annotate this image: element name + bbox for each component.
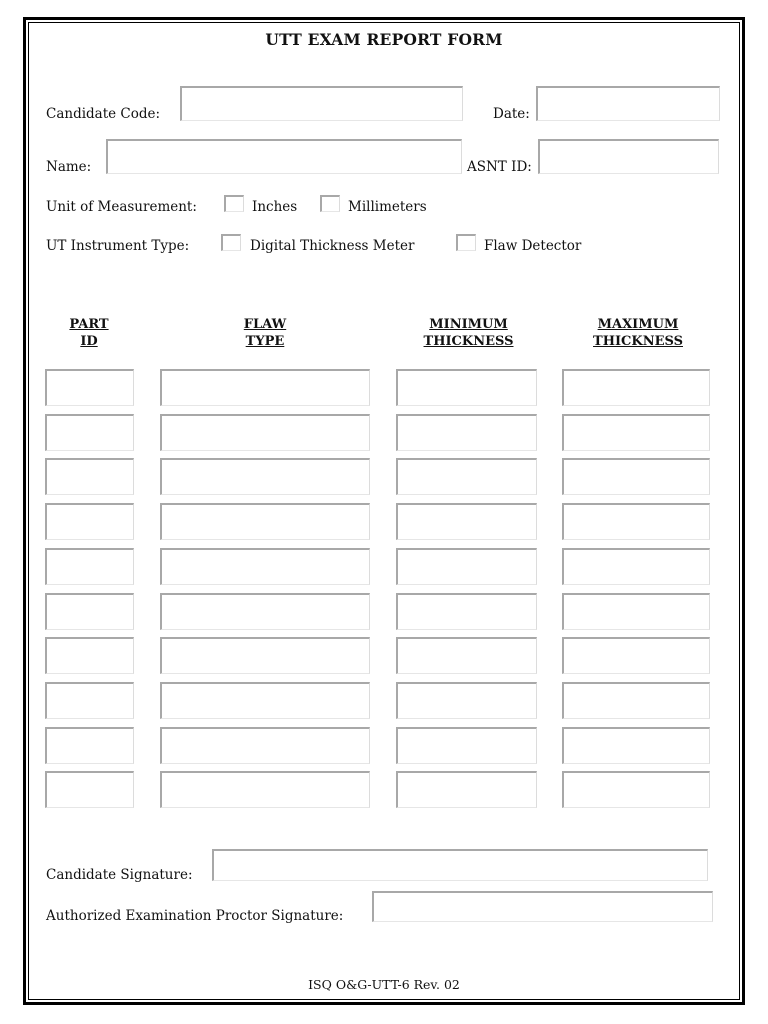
candidate-signature-field[interactable]	[212, 849, 708, 881]
maximum-thickness-cell[interactable]	[562, 548, 710, 585]
flaw-detector-checkbox[interactable]	[456, 234, 476, 251]
date-label: Date:	[493, 106, 530, 122]
minimum-thickness-cell[interactable]	[396, 727, 537, 764]
asnt-id-field[interactable]	[538, 139, 719, 174]
maximum-thickness-cell[interactable]	[562, 771, 710, 808]
maximum-thickness-cell[interactable]	[562, 458, 710, 495]
flaw-type-cell[interactable]	[160, 503, 370, 540]
inches-label: Inches	[252, 199, 298, 215]
flaw-type-cell[interactable]	[160, 727, 370, 764]
flaw-type-cell[interactable]	[160, 771, 370, 808]
minimum-thickness-cell[interactable]	[396, 414, 537, 451]
name-label: Name:	[46, 159, 92, 175]
flaw-detector-label: Flaw Detector	[484, 238, 582, 254]
maximum-thickness-cell[interactable]	[562, 637, 710, 674]
column-header-minimum-thickness: MINIMUM THICKNESS	[423, 317, 514, 349]
unit-of-measurement-label: Unit of Measurement:	[46, 199, 197, 215]
digital-thickness-meter-checkbox[interactable]	[221, 234, 241, 251]
ut-instrument-type-label: UT Instrument Type:	[46, 238, 190, 254]
flaw-type-cell[interactable]	[160, 593, 370, 630]
millimeters-label: Millimeters	[348, 199, 427, 215]
column-header-flaw-type: FLAW TYPE	[243, 317, 287, 349]
maximum-thickness-cell[interactable]	[562, 727, 710, 764]
column-header-part-id: PART ID	[69, 317, 109, 349]
flaw-type-cell[interactable]	[160, 637, 370, 674]
name-field[interactable]	[106, 139, 462, 174]
part-id-cell[interactable]	[45, 593, 134, 630]
minimum-thickness-cell[interactable]	[396, 503, 537, 540]
maximum-thickness-cell[interactable]	[562, 682, 710, 719]
minimum-thickness-cell[interactable]	[396, 637, 537, 674]
minimum-thickness-cell[interactable]	[396, 771, 537, 808]
flaw-type-cell[interactable]	[160, 414, 370, 451]
flaw-type-cell[interactable]	[160, 682, 370, 719]
minimum-thickness-cell[interactable]	[396, 369, 537, 406]
maximum-thickness-cell[interactable]	[562, 414, 710, 451]
flaw-type-cell[interactable]	[160, 548, 370, 585]
part-id-cell[interactable]	[45, 414, 134, 451]
part-id-cell[interactable]	[45, 548, 134, 585]
part-id-cell[interactable]	[45, 727, 134, 764]
flaw-type-cell[interactable]	[160, 369, 370, 406]
form-title: UTT EXAM REPORT FORM	[265, 30, 503, 49]
proctor-signature-label: Authorized Examination Proctor Signature:	[46, 908, 344, 924]
asnt-id-label: ASNT ID:	[467, 159, 532, 175]
part-id-cell[interactable]	[45, 369, 134, 406]
candidate-signature-label: Candidate Signature:	[46, 867, 193, 883]
part-id-cell[interactable]	[45, 637, 134, 674]
maximum-thickness-cell[interactable]	[562, 369, 710, 406]
form-revision-footer: ISQ O&G-UTT-6 Rev. 02	[308, 977, 460, 992]
digital-thickness-meter-label: Digital Thickness Meter	[250, 238, 415, 254]
proctor-signature-field[interactable]	[372, 891, 713, 922]
part-id-cell[interactable]	[45, 458, 134, 495]
millimeters-checkbox[interactable]	[320, 195, 340, 212]
flaw-type-cell[interactable]	[160, 458, 370, 495]
date-field[interactable]	[536, 86, 720, 121]
minimum-thickness-cell[interactable]	[396, 682, 537, 719]
minimum-thickness-cell[interactable]	[396, 593, 537, 630]
minimum-thickness-cell[interactable]	[396, 548, 537, 585]
part-id-cell[interactable]	[45, 771, 134, 808]
part-id-cell[interactable]	[45, 503, 134, 540]
maximum-thickness-cell[interactable]	[562, 593, 710, 630]
maximum-thickness-cell[interactable]	[562, 503, 710, 540]
candidate-code-label: Candidate Code:	[46, 106, 161, 122]
column-header-maximum-thickness: MAXIMUM THICKNESS	[593, 317, 683, 349]
candidate-code-field[interactable]	[180, 86, 463, 121]
part-id-cell[interactable]	[45, 682, 134, 719]
inches-checkbox[interactable]	[224, 195, 244, 212]
minimum-thickness-cell[interactable]	[396, 458, 537, 495]
